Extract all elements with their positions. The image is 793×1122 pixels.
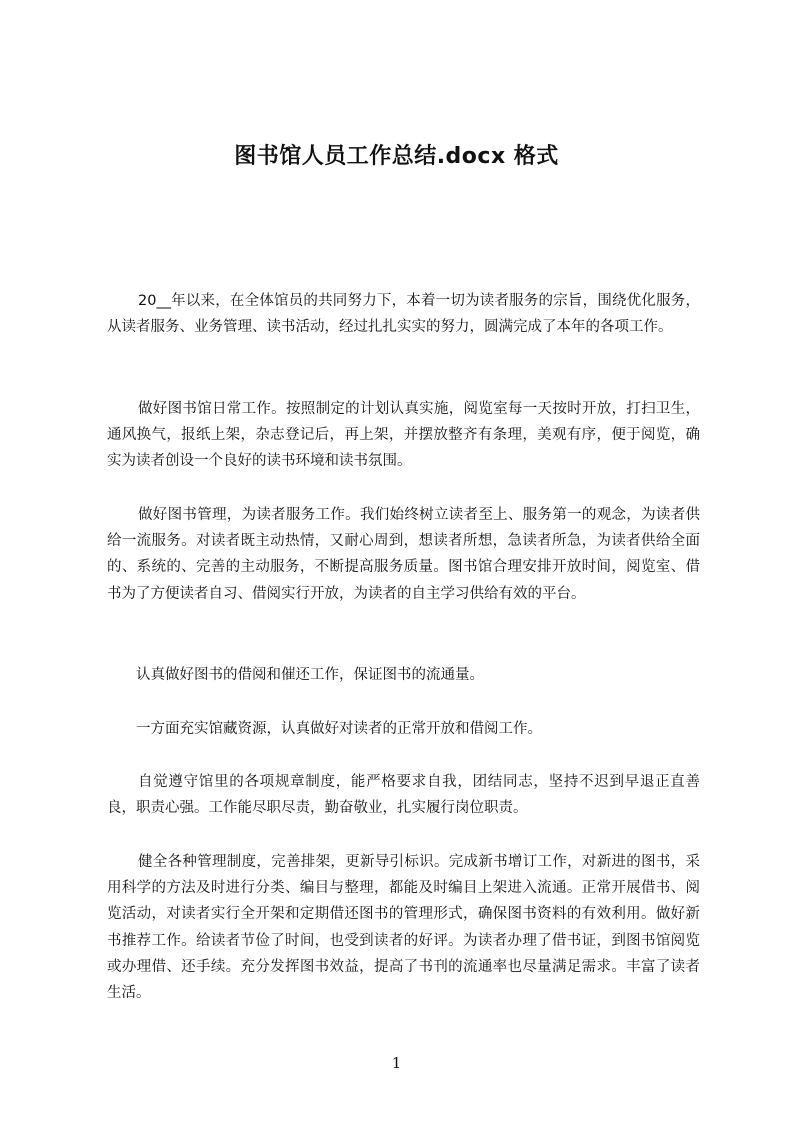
paragraph-collection: 一方面充实馆藏资源，认真做好对读者的正常开放和借阅工作。 (136, 721, 542, 737)
paragraph-reader-service: 做好图书管理，为读者服务工作。我们始终树立读者至上、服务第一的观念，为读者供给一流服务。对读者既主动热情，又耐心周到，想读者所想，急读者所急，为读者供给全面的、系统的、完善的主动服务，不断提高服务质量。图书馆合理安排开放时间，阅览室、借书为了方便读者自习、借阅实行开放，为读者的自主学习供给有效的平台。 (107, 507, 700, 602)
page-number: 1 (391, 1054, 402, 1072)
paragraph-lending: 认真做好图书的借阅和催还工作，保证图书的流通量。 (136, 667, 484, 683)
paragraph-discipline: 自觉遵守馆里的各项规章制度，能严格要求自我，团结同志，坚持不迟到早退正直善良，职责心强。工作能尽职尽责，勤奋敬业，扎实履行岗位职责。 (107, 774, 700, 817)
paragraph-management: 健全各种管理制度，完善排架，更新导引标识。完成新书增订工作，对新进的图书，采用科学的方法及时进行分类、编目与整理，都能及时编目上架进入流通。正常开展借书、阅览活动，对读者实行全开架和定期借还图书的管理形式，确保图书资料的有效利用。做好新书推荐工作。给读者节俭了时间，也受到读者的好评。为读者办理了借书证，到图书馆阅览或办理借、还手续。充分发挥图书效益，提高了书刊的流通率也尽量满足需求。丰富了读者生活。 (107, 854, 700, 1002)
paragraph-intro: 20__年以来，在全体馆员的共同努力下，本着一切为读者服务的宗旨，围绕优化服务，从读者服务、业务管理、读书活动，经过扎扎实实的努力，圆满完成了本年的各项工作。 (107, 293, 700, 336)
document-title: 图书馆人员工作总结.docx 格式 (234, 144, 559, 169)
paragraph-daily-work: 做好图书馆日常工作。按照制定的计划认真实施，阅览室每一天按时开放，打扫卫生，通风换气，报纸上架，杂志登记后，再上架，并摆放整齐有条理，美观有序，便于阅览，确实为读者创设一个良好的读书环境和读书氛围。 (107, 401, 700, 470)
